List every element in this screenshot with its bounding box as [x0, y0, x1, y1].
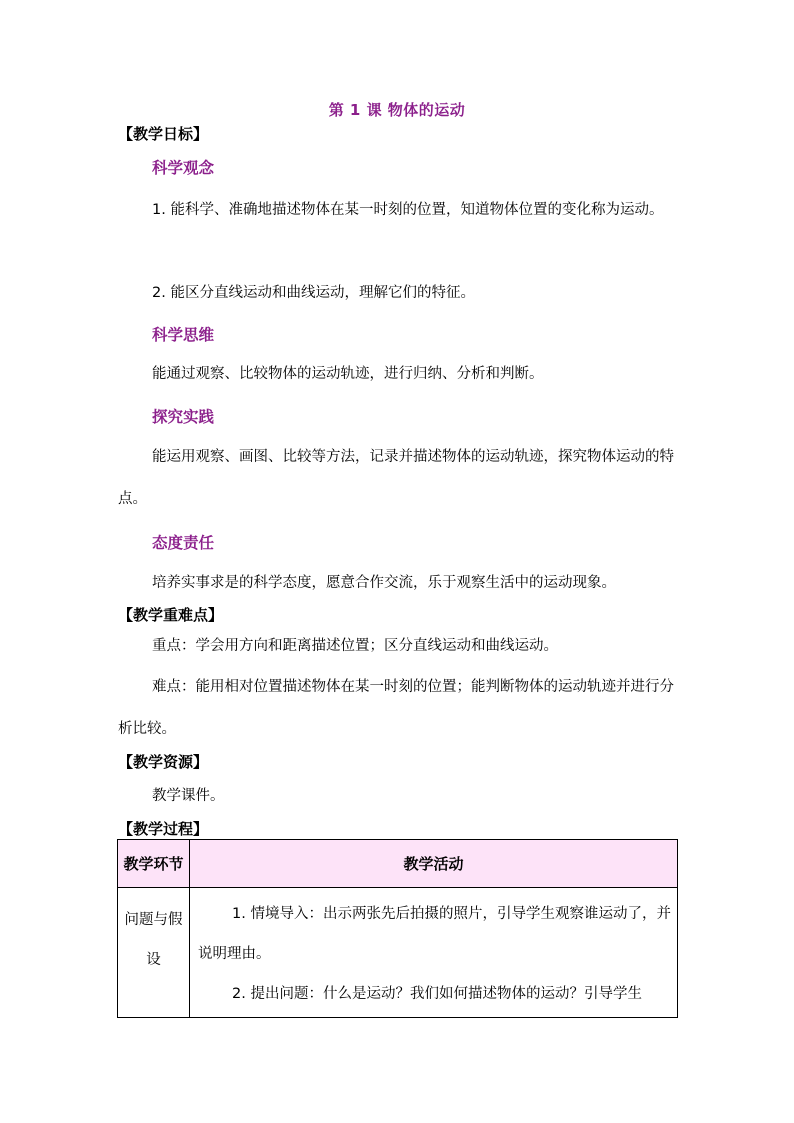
activity-cell: [190, 888, 678, 1018]
concept-item-1: 1. 能科学、准确地描述物体在某一时刻的位置，知道物体位置的变化称为运动。: [152, 202, 664, 218]
resources-heading: 【教学资源】: [118, 753, 209, 771]
attitude-heading: 态度责任: [152, 534, 215, 552]
lesson-title: 第 1 课 物体的运动: [328, 101, 466, 119]
column-header-activity: 教学活动: [190, 840, 678, 888]
process-heading: 【教学过程】: [118, 820, 209, 838]
resources-text: 教学课件。: [152, 788, 225, 804]
key-points-heading: 【教学重难点】: [118, 606, 224, 624]
activity-item-1: 1. 情境导入：出示两张先后拍摄的照片，引导学生观察谁运动了，并说明理由。: [198, 906, 671, 962]
difficult-point-text: 难点：能用相对位置描述物体在某一时刻的位置；能判断物体的运动轨迹并进行分析比较。: [118, 679, 674, 737]
stage-cell: 问题与假设: [118, 888, 190, 1018]
objectives-heading: 【教学日标】: [118, 125, 209, 143]
activity-item-2: 2. 提出问题：什么是运动？我们如何描述物体的运动？引导学生: [232, 986, 642, 1002]
table-row: [118, 888, 678, 1018]
attitude-text: 培养实事求是的科学态度，愿意合作交流，乐于观察生活中的运动现象。: [152, 575, 616, 591]
process-table: [117, 839, 678, 1018]
table-header-row: [118, 840, 678, 888]
thinking-text: 能通过观察、比较物体的运动轨迹，进行归纳、分析和判断。: [152, 366, 544, 382]
practice-heading: 探究实践: [152, 408, 215, 426]
practice-text: 能运用观察、画图、比较等方法，记录并描述物体的运动轨迹，探究物体运动的特点。: [118, 449, 674, 507]
concept-heading: 科学观念: [152, 159, 215, 177]
concept-item-2: 2. 能区分直线运动和曲线运动，理解它们的特征。: [152, 285, 475, 301]
key-point-text: 重点：学会用方向和距离描述位置；区分直线运动和曲线运动。: [152, 638, 558, 654]
column-header-stage: 教学环节: [118, 840, 190, 888]
thinking-heading: 科学思维: [152, 326, 215, 344]
